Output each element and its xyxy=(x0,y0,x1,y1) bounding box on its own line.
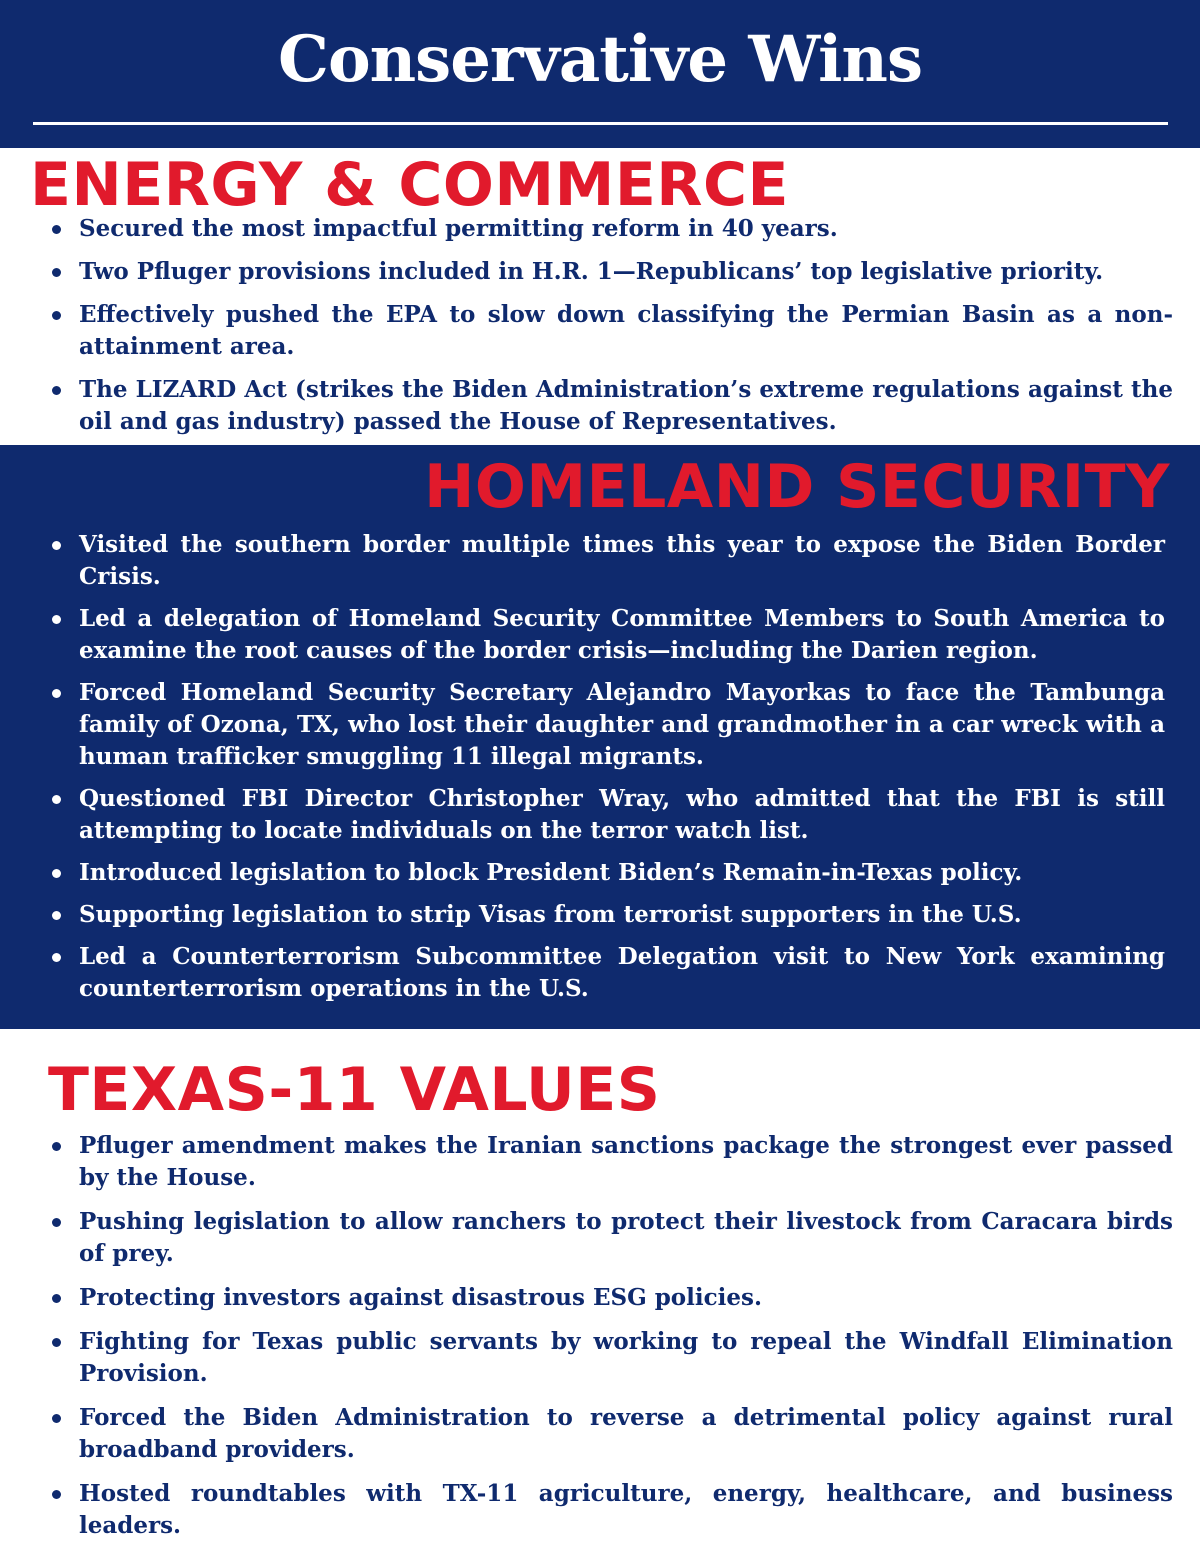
section-title-homeland-security: HOMELAND SECURITY xyxy=(424,452,1170,522)
list-item: Forced the Biden Administration to reverse a detrimental policy against rural broadband providers. xyxy=(33,1402,1173,1466)
energy-commerce-list xyxy=(33,213,1173,449)
list-item: Hosted roundtables with TX-11 agriculture, energy, healthcare, and business leaders. xyxy=(33,1478,1173,1542)
list-item: Protecting investors against disastrous ESG policies. xyxy=(33,1282,1173,1314)
homeland-security-list xyxy=(33,529,1165,1015)
list-item: Pushing legislation to allow ranchers to protect their livestock from Caracara birds of prey. xyxy=(33,1206,1173,1270)
list-item: The LIZARD Act (strikes the Biden Administration’s extreme regulations against the oil and gas industry) passed the House of Representatives. xyxy=(33,374,1173,438)
list-item: Questioned FBI Director Christopher Wray, who admitted that the FBI is still attempting to locate individuals on the terror watch list. xyxy=(33,783,1165,847)
list-item: Fighting for Texas public servants by working to repeal the Windfall Elimination Provision. xyxy=(33,1326,1173,1390)
page-title: Conservative Wins xyxy=(278,22,922,97)
list-item: Forced Homeland Security Secretary Alejandro Mayorkas to face the Tambunga family of Ozona, TX, who lost their daughter and grandmother in a car wreck with a human trafficker smuggling 11 illegal migrants. xyxy=(33,677,1165,773)
list-item: Effectively pushed the EPA to slow down classifying the Permian Basin as a non-attainment area. xyxy=(33,299,1173,363)
list-item: Led a Counterterrorism Subcommittee Delegation visit to New York examining counterterrorism operations in the U.S. xyxy=(33,941,1165,1005)
list-item: Secured the most impactful permitting reform in 40 years. xyxy=(33,213,1173,245)
texas-11-values-list xyxy=(33,1130,1173,1554)
list-item: Supporting legislation to strip Visas from terrorist supporters in the U.S. xyxy=(33,899,1165,931)
list-item: Pfluger amendment makes the Iranian sanctions package the strongest ever passed by the House. xyxy=(33,1130,1173,1194)
section-title-texas-11-values: TEXAS-11 VALUES xyxy=(48,1055,661,1125)
list-item: Two Pfluger provisions included in H.R. 1—Republicans’ top legislative priority. xyxy=(33,256,1173,288)
section-title-energy-commerce: ENERGY & COMMERCE xyxy=(30,150,790,220)
list-item: Introduced legislation to block President Biden’s Remain-in-Texas policy. xyxy=(33,857,1165,889)
list-item: Visited the southern border multiple times this year to expose the Biden Border Crisis. xyxy=(33,529,1165,593)
list-item: Led a delegation of Homeland Security Committee Members to South America to examine the root causes of the border crisis—including the Darien region. xyxy=(33,603,1165,667)
header-banner xyxy=(0,0,1200,148)
title-divider xyxy=(33,122,1168,125)
